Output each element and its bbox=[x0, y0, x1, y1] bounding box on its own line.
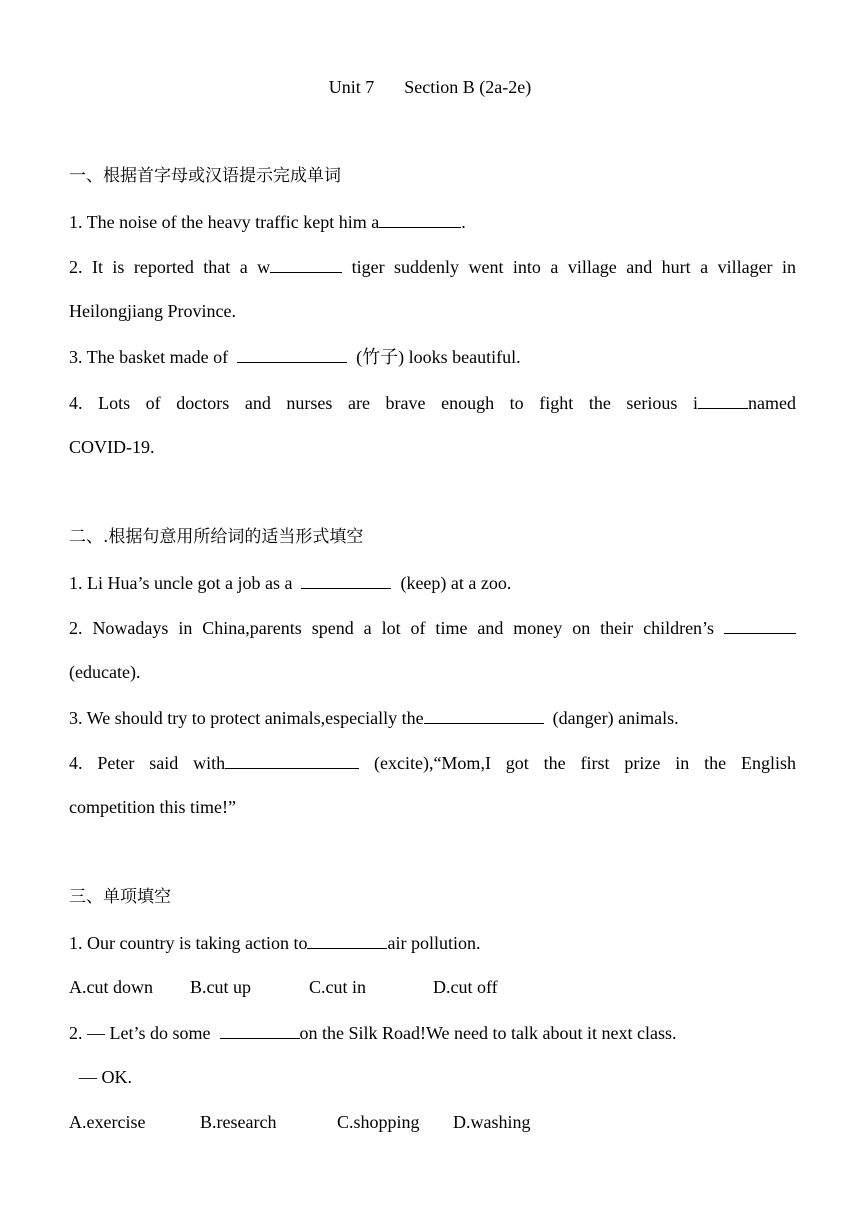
part3-question-2-options bbox=[69, 1110, 796, 1134]
part3-question-2-reply: — OK. bbox=[79, 1067, 132, 1087]
part2-heading: 二、.根据句意用所给词的适当形式填空 bbox=[69, 527, 364, 547]
option-b[interactable]: B.cut up bbox=[190, 977, 251, 997]
part1-question-3: 3. The basket made of (竹子) looks beautiful. bbox=[69, 344, 796, 369]
part2-question-4: 4. Peter said with (excite),“Mom,I got the first prize in the English bbox=[69, 750, 796, 775]
part3-heading: 三、单项填空 bbox=[69, 887, 171, 907]
part1-question-2: 2. It is reported that a w tiger suddenly went into a village and hurt a villager in bbox=[69, 254, 796, 279]
option-c[interactable]: C.cut in bbox=[309, 977, 366, 997]
option-a[interactable]: A.exercise bbox=[69, 1112, 146, 1132]
answer-blank[interactable] bbox=[724, 615, 796, 634]
option-a[interactable]: A.cut down bbox=[69, 977, 153, 997]
part2-question-3: 3. We should try to protect animals,especially the (danger) animals. bbox=[69, 705, 796, 730]
part1-question-2-continued: Heilongjiang Province. bbox=[69, 301, 236, 321]
answer-blank[interactable] bbox=[270, 254, 342, 273]
option-d[interactable]: D.cut off bbox=[433, 977, 498, 997]
page-title bbox=[0, 75, 860, 99]
part3-question-1-options bbox=[69, 975, 796, 999]
option-d[interactable]: D.washing bbox=[453, 1112, 531, 1132]
part2-question-2: 2. Nowadays in China,parents spend a lot of time and money on their children’s bbox=[69, 615, 796, 640]
unit-label: Unit 7 bbox=[328, 77, 375, 97]
answer-blank[interactable] bbox=[301, 570, 391, 589]
part2-question-1: 1. Li Hua’s uncle got a job as a (keep) at a zoo. bbox=[69, 570, 796, 595]
part1-question-4-continued: COVID-19. bbox=[69, 437, 155, 457]
part1-question-4: 4. Lots of doctors and nurses are brave enough to fight the serious i named bbox=[69, 390, 796, 415]
answer-blank[interactable] bbox=[237, 344, 347, 363]
answer-blank[interactable] bbox=[698, 390, 748, 409]
part1-question-1: 1. The noise of the heavy traffic kept him a . bbox=[69, 209, 796, 234]
part3-question-1: 1. Our country is taking action to air pollution. bbox=[69, 930, 796, 955]
part3-question-2: 2. — Let’s do some on the Silk Road!We need to talk about it next class. bbox=[69, 1020, 796, 1045]
answer-blank[interactable] bbox=[424, 705, 544, 724]
answer-blank[interactable] bbox=[379, 209, 461, 228]
part2-question-4-continued: competition this time!” bbox=[69, 797, 236, 817]
answer-blank[interactable] bbox=[220, 1020, 300, 1039]
answer-blank[interactable] bbox=[307, 930, 387, 949]
option-b[interactable]: B.research bbox=[200, 1112, 277, 1132]
section-label: Section B (2a-2e) bbox=[404, 77, 532, 97]
option-c[interactable]: C.shopping bbox=[337, 1112, 420, 1132]
part1-heading: 一、根据首字母或汉语提示完成单词 bbox=[69, 166, 341, 186]
part2-question-2-continued: (educate). bbox=[69, 662, 141, 682]
answer-blank[interactable] bbox=[225, 750, 359, 769]
